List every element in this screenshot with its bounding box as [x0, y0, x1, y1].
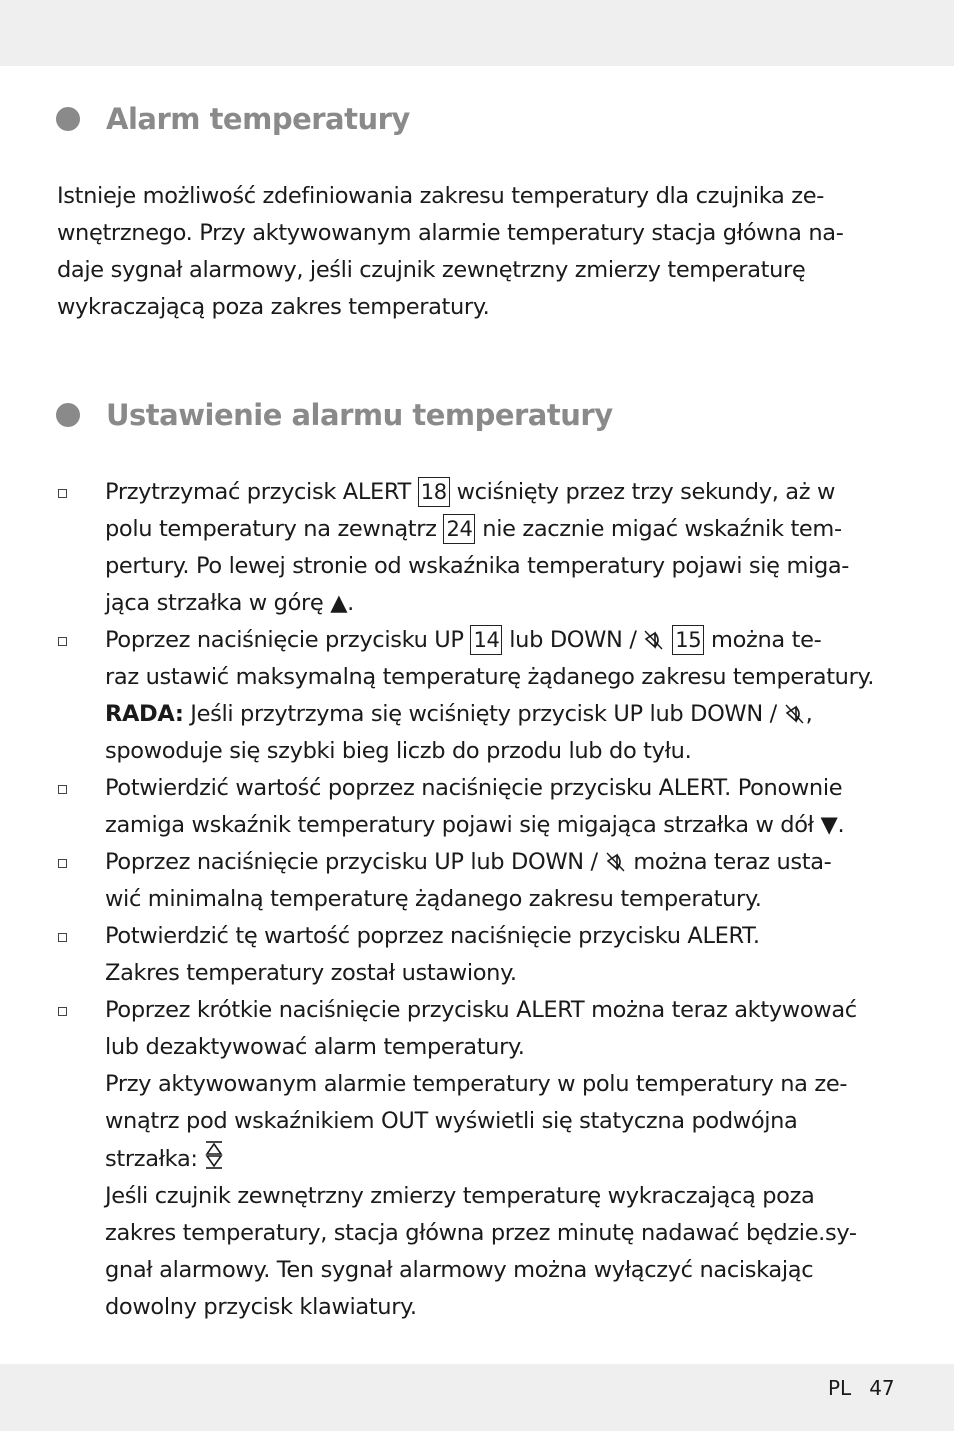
list-item [57, 474, 902, 622]
double-arrow-icon [204, 1140, 224, 1170]
text-line: Przy aktywowanym alarmie temperatury w polu temperatury na ze- [105, 1071, 848, 1097]
text-line: Jeśli czujnik zewnętrzny zmierzy temperaturę wykraczającą poza [105, 1183, 815, 1209]
section-title: Ustawienie alarmu temperatury [106, 398, 613, 432]
bell-off-icon [784, 703, 806, 725]
text-line: gnał alarmowy. Ten sygnał alarmowy można wyłączyć naciskając [105, 1257, 814, 1283]
text-line: wnątrz pod wskaźnikiem OUT wyświetli się statyczna podwójna [105, 1108, 798, 1134]
ref-number-box: 15 [672, 625, 704, 655]
text-line: wnętrznego. Przy aktywowanym alarmie temperatury stacja główna na- [57, 220, 844, 246]
text-run: Przytrzymać przycisk ALERT [105, 479, 418, 505]
text-run: Jeśli przytrzyma się wciśnięty przycisk UP lub DOWN / [183, 701, 784, 727]
text-run: wciśnięty przez trzy sekundy, aż w [449, 479, 836, 505]
text-line: Istnieje możliwość zdefiniowania zakresu temperatury dla czujnika ze- [57, 183, 824, 209]
text-run: Poprzez naciśnięcie przycisku UP [105, 627, 471, 653]
checkbox-bullet-icon [58, 637, 67, 646]
text-line: Poprzez krótkie naciśnięcie przycisku ALERT można teraz aktywować [105, 997, 857, 1023]
text-line: lub dezaktywować alarm temperatury. [105, 1034, 525, 1060]
ref-number-box: 24 [443, 514, 475, 544]
checkbox-bullet-icon [58, 1007, 67, 1016]
text-run: nie zacznie migać wskaźnik tem- [475, 516, 842, 542]
section-title: Alarm temperatury [106, 102, 410, 136]
text-run: , [805, 701, 813, 727]
section-heading-setup [56, 398, 613, 432]
text-line: wić minimalną temperaturę żądanego zakresu temperatury. [105, 886, 762, 912]
text-line [105, 622, 902, 659]
bell-off-icon [643, 629, 665, 651]
checkbox-bullet-icon [58, 933, 67, 942]
heading-bullet-dot [56, 107, 80, 131]
text-line: dowolny przycisk klawiatury. [105, 1294, 417, 1320]
text-line [105, 511, 902, 548]
list-item [57, 918, 902, 992]
text-line: wykraczającą poza zakres temperatury. [57, 294, 490, 320]
page-footer [828, 1376, 895, 1400]
text-run: można te- [704, 627, 822, 653]
tip-label: RADA: [105, 701, 184, 727]
text-line: zamiga wskaźnik temperatury pojawi się migająca strzałka w dół ▼. [105, 812, 845, 838]
section-heading-alarm [56, 102, 410, 136]
ref-number-box: 14 [470, 625, 502, 655]
text-line: spowoduje się szybki bieg liczb do przodu lub do tyłu. [105, 738, 692, 764]
text-line: raz ustawić maksymalną temperaturę żądanego zakresu temperatury. [105, 664, 875, 690]
top-band [0, 0, 954, 66]
list-item [57, 770, 902, 844]
text-line [105, 1140, 902, 1178]
text-line: pertury. Po lewej stronie od wskaźnika temperatury pojawi się miga- [105, 553, 850, 579]
text-line: jąca strzałka w górę ▲. [105, 590, 354, 616]
text-line [105, 474, 902, 511]
text-run: można teraz usta- [626, 849, 832, 875]
text-line [105, 844, 902, 881]
list-item [57, 622, 902, 770]
checkbox-bullet-icon [58, 859, 67, 868]
text-line: Potwierdzić wartość poprzez naciśnięcie przycisku ALERT. Ponownie [105, 775, 843, 801]
ref-number-box: 18 [418, 477, 450, 507]
language-code: PL [828, 1376, 852, 1400]
text-line: Zakres temperatury został ustawiony. [105, 960, 517, 986]
intro-paragraph [57, 178, 887, 326]
text-line: zakres temperatury, stacja główna przez minutę nadawać będzie.sy- [105, 1220, 857, 1246]
page-number: 47 [869, 1376, 895, 1400]
text-run: strzałka: [105, 1146, 205, 1172]
checkbox-bullet-icon [58, 489, 67, 498]
text-run: lub DOWN / [502, 627, 644, 653]
list-item [57, 844, 902, 918]
text-line [105, 696, 902, 733]
text-run: polu temperatury na zewnątrz [105, 516, 444, 542]
text-line: daje sygnał alarmowy, jeśli czujnik zewnętrzny zmierzy temperaturę [57, 257, 806, 283]
list-item [57, 992, 902, 1326]
text-run: Poprzez naciśnięcie przycisku UP lub DOWN / [105, 849, 605, 875]
checkbox-bullet-icon [58, 785, 67, 794]
heading-bullet-dot [56, 403, 80, 427]
bottom-band [0, 1364, 954, 1431]
text-line: Potwierdzić tę wartość poprzez naciśnięcie przycisku ALERT. [105, 923, 760, 949]
bell-off-icon [605, 851, 627, 873]
instruction-list [57, 474, 902, 1326]
